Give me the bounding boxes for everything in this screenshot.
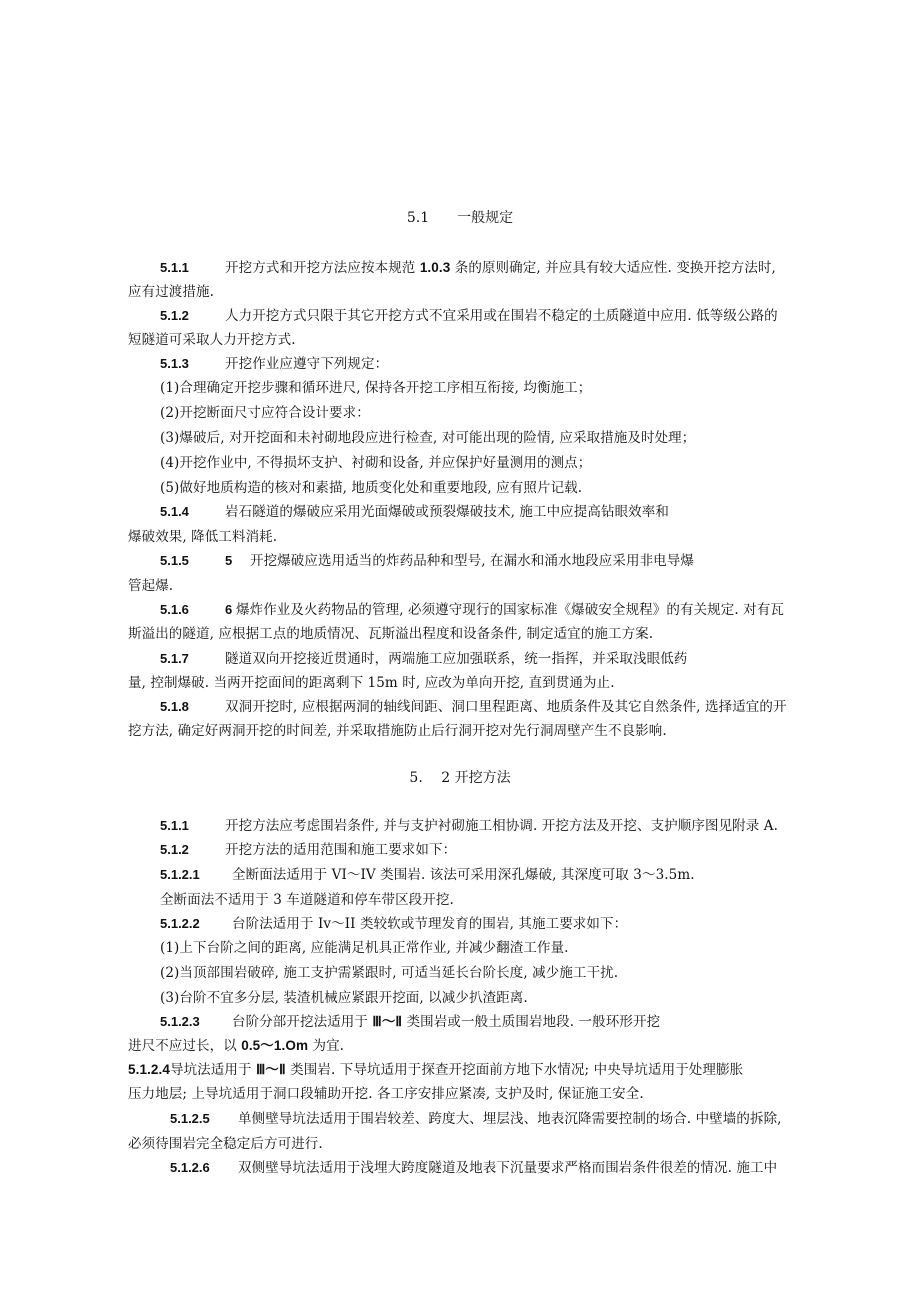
clause-text: 人力开挖方式只限于其它开挖方式不宜采用或在围岩不稳定的土质隧道中应用. 低等级公路的	[225, 308, 778, 324]
clause-number: 5.1.2.2	[160, 916, 200, 931]
clause-text: 开挖爆破应选用适当的炸药品种和型号, 在漏水和涌水地段应采用非电导爆	[250, 553, 694, 569]
clause-number: 5.1.8	[160, 699, 189, 714]
clause-text: 单侧壁导坑法适用于围岩较差、跨度大、埋层浅、地表沉降需要控制的场合. 中壁墙的拆除,	[238, 1111, 782, 1127]
section-heading-5-1: 5.1 一般规定	[406, 210, 514, 226]
list-item: (2)开挖断面尺寸应符合设计要求：	[160, 405, 370, 421]
list-item: (3)爆破后, 对开挖面和未衬砌地段应进行检查, 对可能出现的险情, 应采取措施及时处理；	[160, 430, 696, 446]
clause-number: 5.1.2.6	[170, 1160, 210, 1175]
list-item: (5)做好地质构造的核对和素描, 地质变化处和重要地段, 应有照片记载.	[160, 480, 583, 496]
clause-number: 5.1.2.3	[160, 1014, 200, 1029]
clause-number: 5.1.1	[160, 260, 189, 275]
clause-text: 双侧壁导坑法适用于浅埋大跨度隧道及地表下沉量要求严格而围岩条件很差的情况. 施工中	[238, 1160, 778, 1176]
clause-text: 全断面法不适用于 3 车道隧道和停车带区段开挖.	[160, 892, 454, 908]
clause-text: 应有过渡措施.	[128, 284, 214, 300]
clause-subnumber: 6	[225, 602, 233, 617]
list-item: (1)合理确定开挖步骤和循环进尺, 保持各开挖工序相互衔接, 均衡施工；	[160, 380, 592, 396]
clause-text: 开挖方式和开挖方法应按本规范 1.0.3 条的原则确定, 并应具有较大适应性. 变换开挖方法时,	[225, 260, 776, 276]
clause-text: 管起爆.	[128, 578, 174, 594]
list-item: (4)开挖作业中, 不得损坏支护、衬砌和设备, 并应保护好量测用的测点；	[160, 455, 592, 471]
clause-text: 开挖作业应遵守下列规定：	[225, 356, 389, 372]
clause-number: 5.1.7	[160, 651, 189, 666]
clause-subnumber: 5	[225, 553, 233, 568]
clause-text: 5.1.2.4导坑法适用于 Ⅲ～Ⅱ 类围岩. 下导坑适用于探查开挖面前方地下水情况; 中央导坑适用于处理膨胀	[128, 1062, 744, 1078]
clause-text: 必须待围岩完全稳定后方可进行.	[128, 1136, 323, 1152]
clause-number: 5.1.5	[160, 553, 189, 568]
clause-text: 量, 控制爆破. 当两开挖面间的距离剩下 15m 时, 应改为单向开挖, 直到贯通为止.	[128, 675, 615, 691]
clause-text: 爆破效果, 降低工料消耗.	[128, 529, 278, 545]
list-item: (1)上下台阶之间的距离, 应能满足机具正常作业, 并减少翻渣工作量.	[160, 940, 569, 956]
clause-text: 隧道双向开挖接近贯通时，两端施工应加强联系，统一指挥，并采取浅眼低药	[225, 651, 688, 667]
clause-text: 爆炸作业及火药物品的管理, 必须遵守现行的国家标准《爆破安全规程》的有关规定. 对有瓦	[236, 602, 784, 618]
list-item: (2)当顶部围岩破碎, 施工支护需紧跟时, 可适当延长台阶长度, 减少施工干扰.	[160, 965, 619, 981]
clause-number: 5.1.2.1	[160, 867, 200, 882]
clause-text: 台阶法适用于 Iv～II 类较软或节理发育的围岩, 其施工要求如下：	[232, 916, 628, 932]
clause-text: 进尺不应过长，以 0.5～1.Om 为宜.	[128, 1038, 345, 1054]
clause-text: 压力地层; 上导坑适用于洞口段辅助开挖. 各工序安排应紧凑, 支护及时, 保证施工安全.	[128, 1086, 644, 1102]
list-item: (3)台阶不宜多分层, 装渣机械应紧跟开挖面, 以减少扒渣距离.	[160, 990, 528, 1006]
clause-number: 5.1.2.5	[170, 1111, 210, 1126]
clause-text: 全断面法适用于 VI～IV 类围岩. 该法可采用深孔爆破, 其深度可取 3～3.5m.	[232, 867, 695, 883]
clause-text: 台阶分部开挖法适用于 Ⅲ～Ⅱ 类围岩或一般土质围岩地段. 一般环形开挖	[232, 1014, 661, 1030]
clause-text: 开挖方法的适用范围和施工要求如下：	[225, 842, 457, 858]
clause-number: 5.1.4	[160, 504, 189, 519]
section-heading-5-2: 5. 2 开挖方法	[409, 770, 511, 786]
clause-number: 5.1.2	[160, 842, 189, 857]
clause-number: 5.1.6	[160, 602, 189, 617]
clause-text: 双洞开挖时, 应根据两洞的轴线间距、洞口里程距离、地质条件及其它自然条件, 选择适宜的开	[225, 699, 787, 715]
clause-text: 挖方法, 确定好两洞开挖的时间差, 并采取措施防止后行洞开挖对先行洞周壁产生不良影响.	[128, 723, 667, 739]
clause-number: 5.1.2	[160, 308, 189, 323]
clause-text: 开挖方法应考虑围岩条件, 并与支护衬砌施工相协调. 开挖方法及开挖、支护顺序图见附录 A.	[225, 818, 778, 834]
clause-text: 岩石隧道的爆破应采用光面爆破或预裂爆破技术, 施工中应提高钻眼效率和	[225, 504, 669, 520]
clause-number: 5.1.1	[160, 818, 189, 833]
clause-text: 短隧道可采取人力开挖方式.	[128, 332, 296, 348]
clause-number: 5.1.3	[160, 356, 189, 371]
clause-text: 斯溢出的隧道, 应根据工点的地质情况、瓦斯溢出程度和设备条件, 制定适宜的施工方案.	[128, 626, 654, 642]
